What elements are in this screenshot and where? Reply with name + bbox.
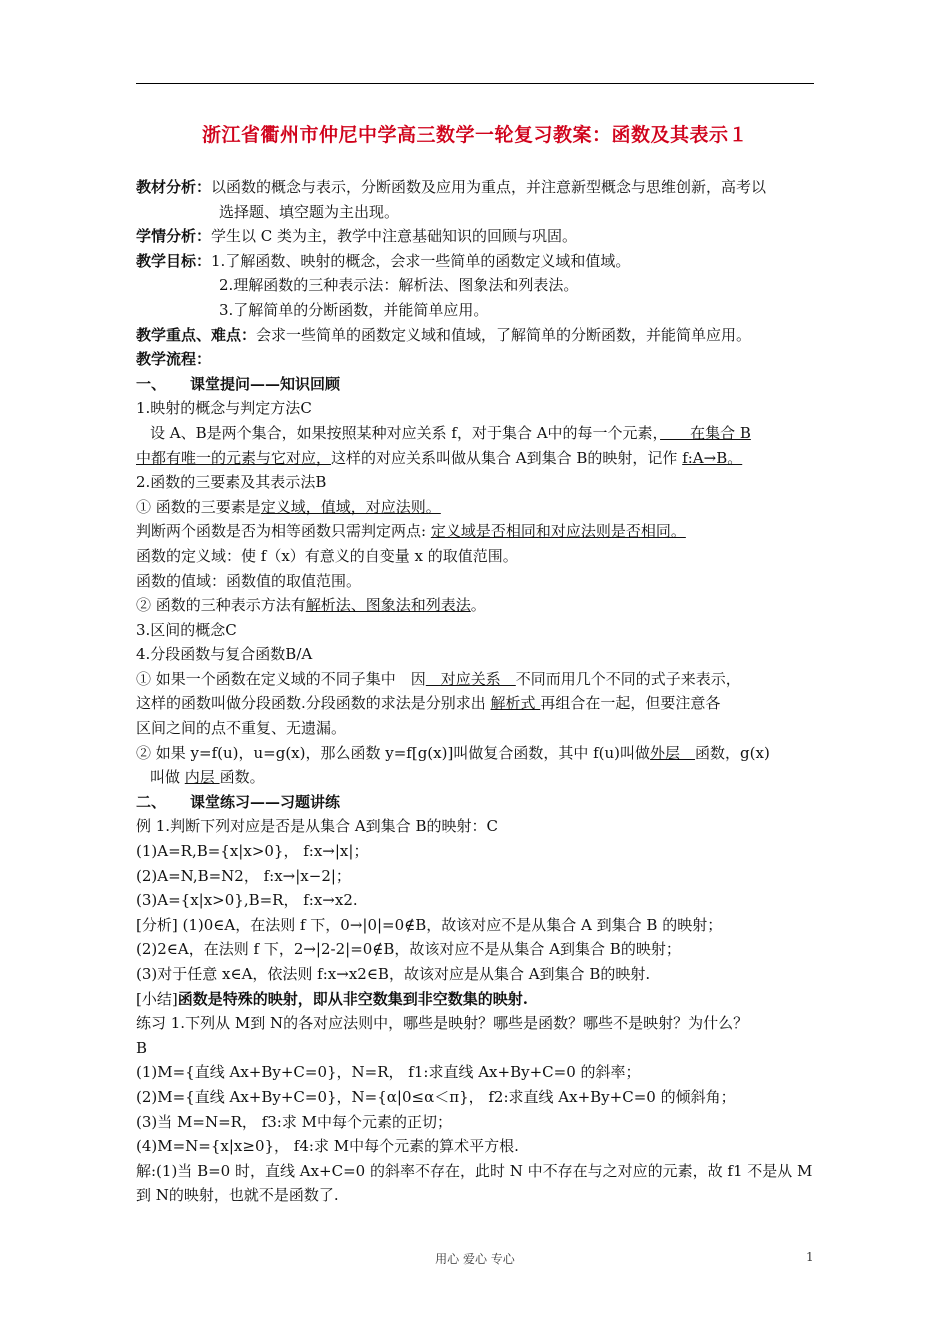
piecewise-blank-1: 对应关系 bbox=[425, 669, 516, 688]
example-1-summary bbox=[136, 987, 816, 1012]
summary-text: 函数是特殊的映射，即从非空数集到非空数集的映射. bbox=[177, 989, 528, 1008]
section-1-heading bbox=[136, 372, 816, 397]
goals-line-1 bbox=[136, 249, 816, 274]
piecewise-text-1b: 不同而用几个不同的式子来表示， bbox=[515, 669, 741, 688]
practice-1-solution-1: 解:(1)当 B=0 时，直线 Ax+C=0 的斜率不存在，此时 N 中不存在与之对应的元素，故 f1 不是从 M bbox=[136, 1161, 813, 1180]
keypoints-line bbox=[136, 323, 816, 348]
page-number: 1 bbox=[806, 1250, 814, 1264]
practice-1-level: B bbox=[136, 1038, 148, 1057]
mapping-line-2 bbox=[136, 446, 816, 471]
analysis-line-2: 选择题、填空题为主出现。 bbox=[219, 202, 400, 221]
practice-1-case-3: (3)当 M=N=R， f3:求 M中每个元素的正切； bbox=[136, 1112, 452, 1131]
practice-1-case-2: (2)M={直线 Ax+By+C=0}，N={α|0≤α＜π}， f2:求直线 Ax+By+C=0 的倾斜角； bbox=[136, 1087, 736, 1106]
piecewise-text-1: ① 如果一个函数在定义域的不同子集中 因 bbox=[136, 669, 426, 688]
student-label: 学情分析： bbox=[136, 227, 212, 246]
example-1-analysis-2: (2)2∈A，在法则 f 下，2→|2-2|=0∉B，故该对应不是从集合 A到集合 B的映射； bbox=[136, 940, 681, 959]
interval-heading: 3.区间的概念C bbox=[136, 620, 237, 639]
mapping-blank-1: 在集合 B bbox=[660, 423, 751, 442]
composite-blank-1: 外层 bbox=[650, 743, 696, 762]
composite-text-2: 叫做 bbox=[150, 768, 185, 787]
student-line bbox=[136, 224, 816, 249]
mapping-text-2: 这样的对应关系叫做从集合 A到集合 B的映射，记作 bbox=[331, 448, 683, 467]
example-1-analysis-3: (3)对于任意 x∈A，依法则 f:x→x2∈B，故该对应是从集合 A到集合 B的映射. bbox=[136, 965, 651, 983]
function-line-1 bbox=[136, 495, 816, 520]
piecewise-blank-2: 解析式 bbox=[490, 694, 541, 713]
function-line-5 bbox=[136, 593, 816, 618]
mapping-notation: f:A→B。 bbox=[682, 448, 743, 467]
example-1-case-3: (3)A={x|x>0},B=R， f:x→x2. bbox=[136, 891, 358, 910]
student-text: 学生以 C 类为主，教学中注意基础知识的回顾与巩固。 bbox=[211, 227, 578, 246]
practice-1-case-1: (1)M={直线 Ax+By+C=0}，N=R， f1:求直线 Ax+By+C=0 的斜率； bbox=[136, 1063, 641, 1082]
footer-motto: 用心 爱心 专心 bbox=[435, 1252, 515, 1266]
goal-3: 3.了解简单的分断函数，并能简单应用。 bbox=[219, 300, 489, 319]
section-2-title: 课堂练习——习题讲练 bbox=[190, 792, 341, 811]
header-rule bbox=[136, 83, 814, 84]
function-blank-1: 定义域，值域，对应法则。 bbox=[260, 497, 441, 516]
piecewise-line-2 bbox=[136, 691, 816, 716]
function-text-1: ① 函数的三要素是 bbox=[136, 497, 261, 516]
example-1-case-1: (1)A=R,B={x|x>0}， f:x→|x|； bbox=[136, 842, 369, 861]
practice-1-solution-2: 到 N的映射，也就不是函数了. bbox=[136, 1186, 339, 1205]
composite-blank-2: 内层 bbox=[184, 768, 220, 787]
function-text-2: 判断两个函数是否为相等函数只需判定两点: bbox=[136, 522, 431, 541]
section-2-heading bbox=[136, 790, 816, 815]
section-2-number: 二、 bbox=[136, 792, 167, 811]
function-text-5: ② 函数的三种表示方法有 bbox=[136, 596, 306, 615]
analysis-line-1 bbox=[136, 175, 816, 200]
keypoints-text: 会求一些简单的函数定义域和值域，了解简单的分断函数，并能简单应用。 bbox=[256, 325, 752, 344]
function-text-5b: 。 bbox=[470, 596, 486, 615]
mapping-blank-2: 中都有唯一的元素与它对应， bbox=[136, 448, 332, 467]
function-blank-2: 定义域是否相同和对应法则是否相同。 bbox=[430, 522, 686, 541]
piecewise-text-2: 这样的函数叫做分段函数.分段函数的求法是分别求出 bbox=[136, 694, 491, 713]
composite-text-1: ② 如果 y=f(u)，u=g(x)，那么函数 y=f[g(x)]叫做复合函数，其中 f(u)叫做 bbox=[136, 743, 651, 762]
goal-1: 1.了解函数、映射的概念，会求一些简单的函数定义域和值域。 bbox=[211, 251, 631, 270]
mapping-heading: 1.映射的概念与判定方法C bbox=[136, 399, 312, 418]
goal-2: 2.理解函数的三种表示法：解析法、图象法和列表法。 bbox=[219, 276, 579, 295]
practice-1-heading: 练习 1.下列从 M到 N的各对应法则中，哪些是映射？哪些是函数？哪些不是映射？为什么？ bbox=[136, 1014, 749, 1033]
mapping-text-1: 设 A、B是两个集合，如果按照某种对应关系 f，对于集合 A中的每一个元素， bbox=[150, 423, 661, 442]
goals-label: 教学目标： bbox=[136, 251, 212, 270]
composite-text-1b: 函数，g(x) bbox=[695, 743, 770, 762]
range-definition: 函数的值域：函数值的取值范围。 bbox=[136, 571, 362, 590]
function-heading: 2.函数的三要素及其表示法B bbox=[136, 473, 327, 492]
example-1-heading: 例 1.判断下列对应是否是从集合 A到集合 B的映射：C bbox=[136, 817, 498, 836]
keypoints-label: 教学重点、难点： bbox=[136, 325, 257, 344]
page-title: 浙江省衢州市仲尼中学高三数学一轮复习教案：函数及其表示１ bbox=[201, 124, 748, 146]
piecewise-line-3: 区间之间的点不重复、无遗漏。 bbox=[136, 719, 347, 738]
document-body bbox=[136, 175, 816, 1208]
piecewise-text-2b: 再组合在一起，但要注意各 bbox=[540, 694, 721, 713]
section-1-title: 课堂提问——知识回顾 bbox=[190, 374, 341, 393]
example-1-case-2: (2)A=N,B=N2， f:x→|x−2|； bbox=[136, 866, 351, 885]
analysis-text-1: 以函数的概念与表示，分断函数及应用为重点，并注意新型概念与思维创新，高考以 bbox=[211, 178, 767, 196]
mapping-line-1 bbox=[136, 421, 816, 446]
composite-line-2 bbox=[136, 765, 816, 790]
domain-definition: 函数的定义域：使 f（x）有意义的自变量 x 的取值范围。 bbox=[136, 546, 518, 565]
function-blank-5: 解析法、图象法和列表法 bbox=[305, 596, 471, 615]
composite-line-1 bbox=[136, 741, 816, 766]
practice-1-case-4: (4)M=N={x|x≥0}， f4:求 M中每个元素的算术平方根. bbox=[136, 1137, 519, 1156]
flow-label: 教学流程： bbox=[136, 350, 212, 369]
piecewise-line-1 bbox=[136, 667, 816, 692]
section-1-number: 一、 bbox=[136, 374, 167, 393]
function-line-2 bbox=[136, 519, 816, 544]
piecewise-heading: 4.分段函数与复合函数B/A bbox=[136, 645, 313, 664]
analysis-label: 教材分析： bbox=[136, 178, 212, 196]
composite-text-2b: 函数。 bbox=[219, 768, 265, 787]
summary-label: [小结] bbox=[136, 989, 178, 1008]
example-1-analysis-1: [分析] (1)0∈A，在法则 f 下，0→|0|=0∉B，故该对应不是从集合 A 到集合 B 的映射； bbox=[136, 915, 723, 934]
